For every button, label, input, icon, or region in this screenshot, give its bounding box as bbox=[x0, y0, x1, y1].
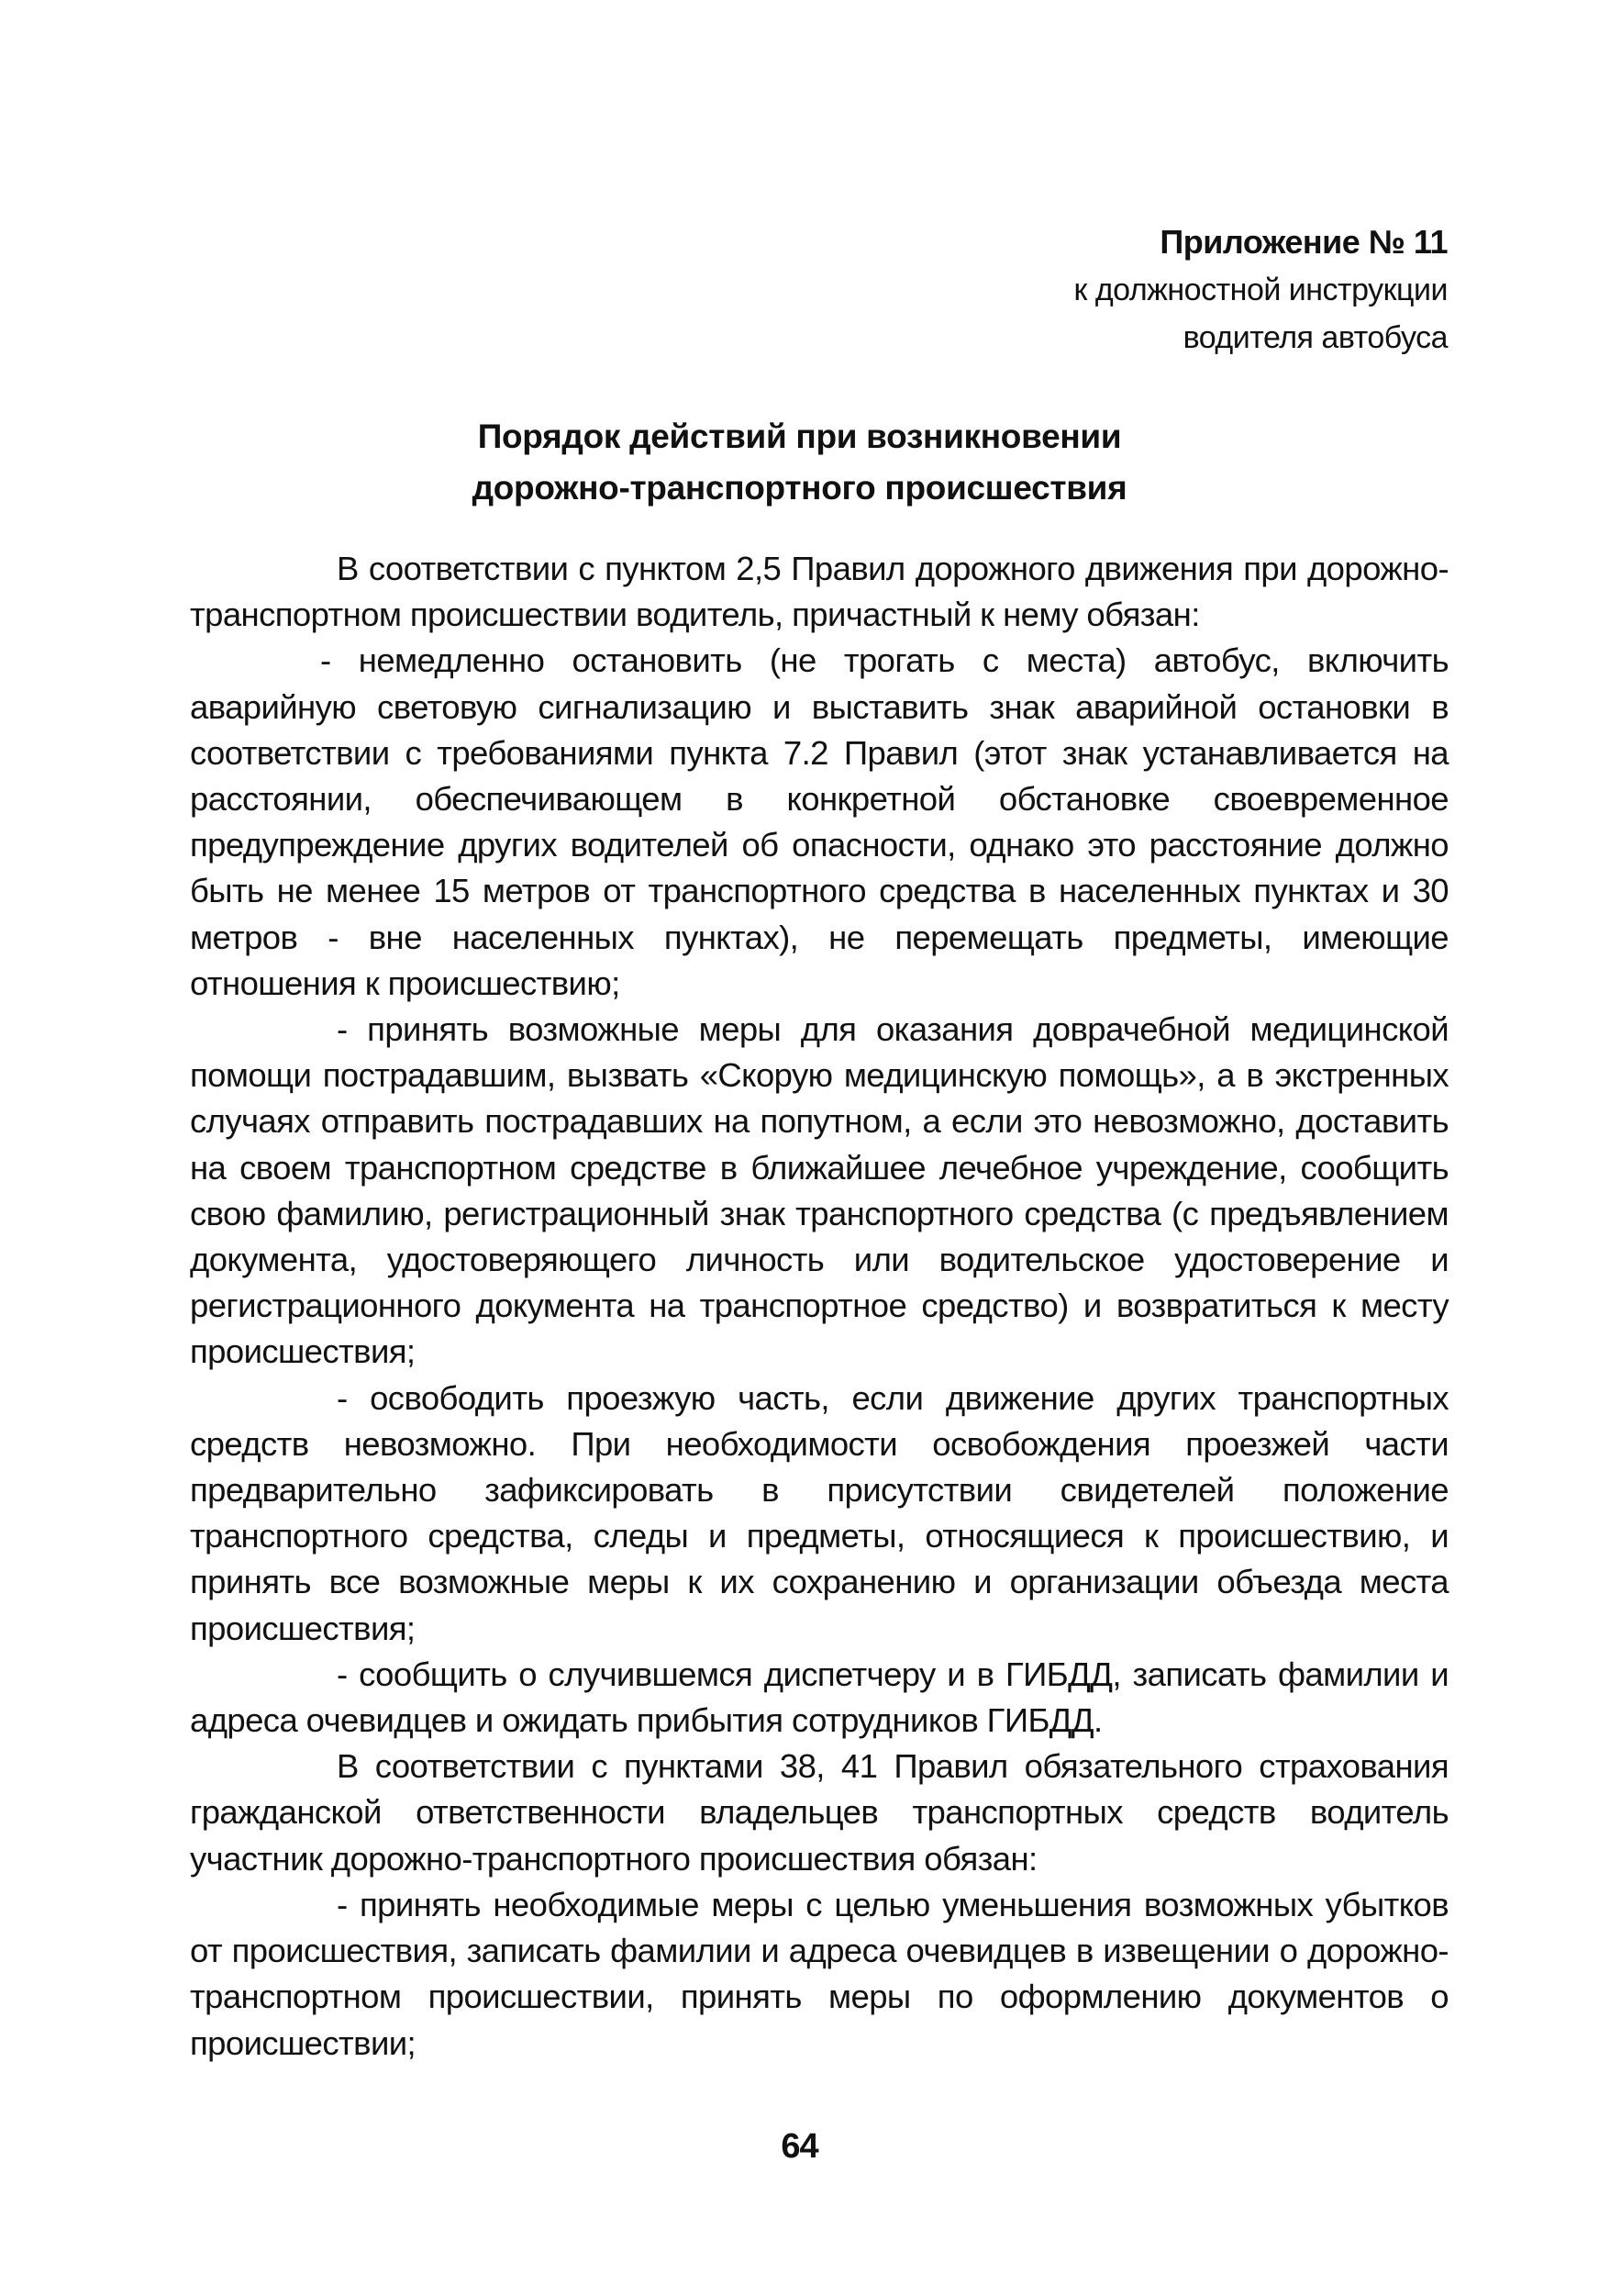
document-body bbox=[190, 546, 1449, 2067]
document-title bbox=[275, 411, 1324, 514]
paragraph-notify: - сообщить о случившемся диспетчеру и в ГИБДД, записать фамилии и адреса очевидцев и ожидать прибытия сотрудников ГИБДД. bbox=[190, 1655, 1449, 1740]
document-title-line2: дорожно-транспортного происшествия bbox=[472, 469, 1127, 507]
appendix-number: Приложение № 11 bbox=[1160, 223, 1448, 261]
appendix-header bbox=[805, 218, 1448, 362]
appendix-subtitle-line1: к должностной инструкции bbox=[1073, 273, 1448, 307]
paragraph-intro: В соответствии с пунктом 2,5 Правил дорожного движения при дорожно-транспортном происшествии водитель, причастный к нему обязан: bbox=[190, 550, 1449, 634]
paragraph-stop-vehicle: - немедленно остановить (не трогать с места) автобус, включить аварийную световую сигнализацию и выставить знак аварийной остановки в соответствии с требованиями пункта 7.2 Правил (этот знак устанавливается на расстоянии, обеспечивающем в конкретной обстановке своевременное предупреждение других водителей об опасности, однако это расстояние должно быть не менее 15 метров от транспортного средства в населенных пунктах и 30 метров - вне населенных пунктах), не перемещать предметы, имеющие отношения к происшествию; bbox=[190, 641, 1449, 1002]
paragraph-insurance-intro: В соответствии с пунктами 38, 41 Правил обязательного страхования гражданской ответственности владельцев транспортных средств водитель участник дорожно-транспортного происшествия обязан: bbox=[190, 1747, 1449, 1878]
page-number: 64 bbox=[781, 2127, 818, 2166]
paragraph-insurance-measures: - принять необходимые меры с целью уменьшения возможных убытков от происшествия, записать фамилии и адреса очевидцев в извещении о дорожно-транспортном происшествии, принять меры по оформлению документов о происшествии; bbox=[190, 1885, 1449, 2062]
document-title-line1: Порядок действий при возникновении bbox=[477, 418, 1122, 455]
paragraph-first-aid: - принять возможные меры для оказания доврачебной медицинской помощи пострадавшим, вызвать «Скорую медицинскую помощь», а в экстренных случаях отправить пострадавших на попутном, а если это невозможно, доставить на своем транспортном средстве в ближайшее лечебное учреждение, сообщить свою фамилию, регистрационный знак транспортного средства (с предъявлением документа, удостоверяющего личность или водительское удостоверение и регистрационного документа на транспортное средство) и возвратиться к месту происшествия; bbox=[190, 1010, 1449, 1371]
paragraph-clear-road: - освободить проезжую часть, если движение других транспортных средств невозможно. При необходимости освобождения проезжей части предварительно зафиксировать в присутствии свидетелей положение транспортного средства, следы и предметы, относящиеся к происшествию, и принять все возможные меры к их сохранению и организации объезда места происшествия; bbox=[190, 1378, 1449, 1647]
appendix-subtitle-line2: водителя автобуса bbox=[1183, 320, 1448, 355]
